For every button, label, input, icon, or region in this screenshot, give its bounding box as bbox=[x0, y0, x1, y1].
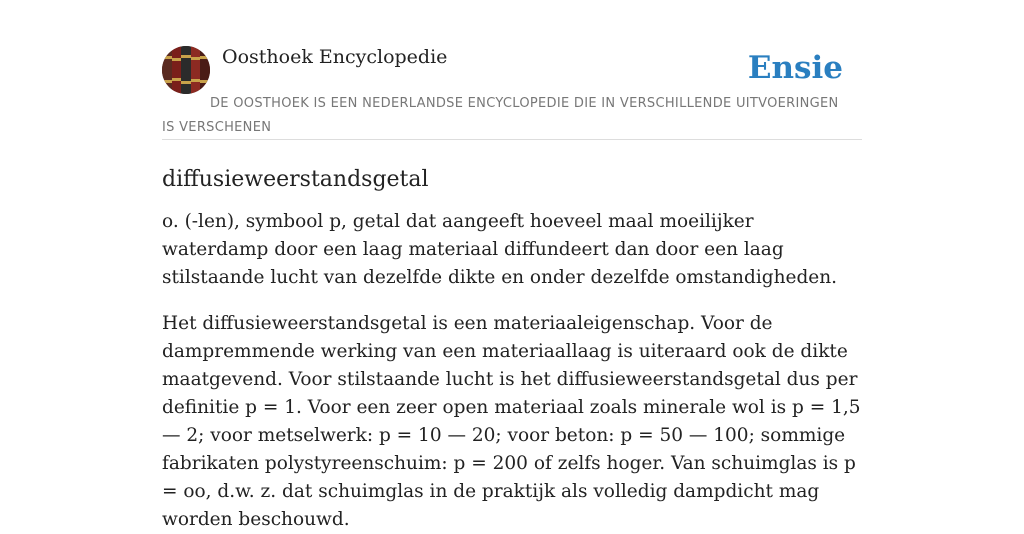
encyclopedia-books-icon[interactable] bbox=[162, 46, 210, 94]
source-title-link[interactable]: Oosthoek Encyclopedie bbox=[222, 46, 448, 68]
page bbox=[162, 0, 862, 534]
header bbox=[162, 0, 862, 140]
source-tagline: DE OOSTHOEK IS EEN NEDERLANDSE ENCYCLOPEDIE DIE IN VERSCHILLENDE UITVOERINGEN IS VERSCHENEN bbox=[162, 96, 839, 135]
article-term: diffusieweerstandsgetal bbox=[162, 167, 429, 192]
article-paragraph: Het diffusieweerstandsgetal is een materiaaleigenschap. Voor de dampremmende werking van een materiaallaag is uiteraard ook de dikte maatgevend. Voor stilstaande lucht is het diffusieweerstandsgetal dus per definitie p = 1. Voor een zeer open materiaal zoals minerale wol is p = 1,5 — 2; voor metselwerk: p = 10 — 20; voor beton: p = 50 — 100; sommige fabrikaten polystyreenschuim: p = 200 of zelfs hoger. Van schuimglas is p = oo, d.w. z. dat schuimglas in de praktijk als volledig dampdicht mag worden beschouwd. bbox=[162, 313, 861, 530]
ensie-logo[interactable]: Ensie bbox=[747, 50, 843, 86]
article-paragraph: o. (-len), symbool p, getal dat aangeeft hoeveel maal moeilijker waterdamp door een laag materiaal diffundeert dan door een laag stilstaande lucht van dezelfde dikte en onder dezelfde omstandigheden. bbox=[162, 211, 838, 288]
